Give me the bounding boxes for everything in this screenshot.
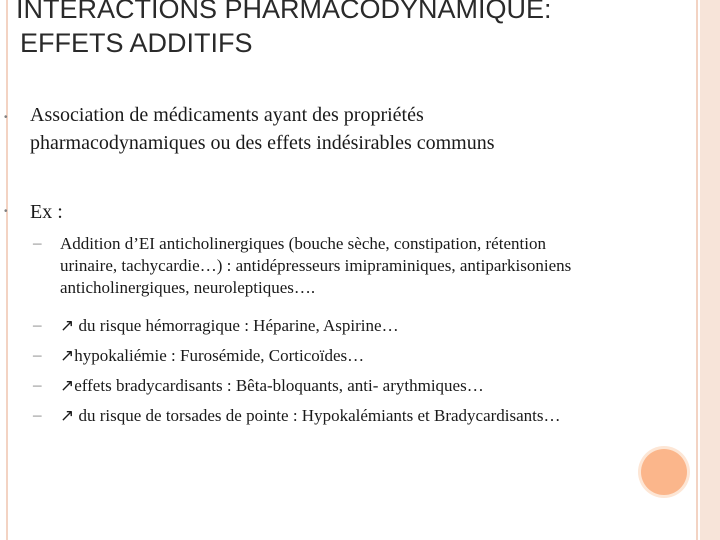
sub-dash: – — [33, 375, 42, 394]
bullet-dot: • — [4, 206, 8, 217]
sub-item-anticholinergic-line3: anticholinergiques, neuroleptiques…. — [60, 278, 316, 297]
bullet-dot: • — [4, 112, 8, 123]
sub-item-torsades: ↗ du risque de torsades de pointe : Hypokalémiants et Bradycardisants… — [60, 406, 561, 425]
sub-dash: – — [33, 315, 42, 334]
bullet-ex: Ex : — [30, 201, 63, 223]
sub-dash: – — [33, 405, 42, 424]
bullet-association — [30, 101, 670, 157]
sub-item-anticholinergic-line2: urinaire, tachycardie…) : antidépresseurs imipraminiques, antiparkisoniens — [60, 256, 572, 275]
sub-item-anticholinergic — [60, 233, 700, 299]
bullet-association-line1: Association de médicaments ayant des propriétés — [30, 104, 424, 126]
decorative-circle — [641, 449, 687, 495]
right-border-band — [700, 0, 720, 540]
sub-item-bradycardic: ↗effets bradycardisants : Bêta-bloquants, anti- arythmiques… — [60, 376, 484, 395]
slide-title-line2: EFFETS ADDITIFS — [20, 28, 253, 58]
left-border-line — [6, 0, 8, 540]
slide-title — [16, 0, 676, 60]
sub-dash: – — [33, 345, 42, 364]
sub-dash: – — [33, 233, 42, 252]
sub-item-anticholinergic-line1: Addition d’EI anticholinergiques (bouche sèche, constipation, rétention — [60, 234, 546, 253]
sub-item-hypokalemia: ↗hypokaliémie : Furosémide, Corticoïdes… — [60, 346, 365, 365]
bullet-association-line2: pharmacodynamiques ou des effets indésirables communs — [30, 132, 495, 154]
slide-title-line1: INTERACTIONS PHARMACODYNAMIQUE: — [16, 0, 552, 24]
sub-item-hemorrhagic: ↗ du risque hémorragique : Héparine, Aspirine… — [60, 316, 399, 335]
